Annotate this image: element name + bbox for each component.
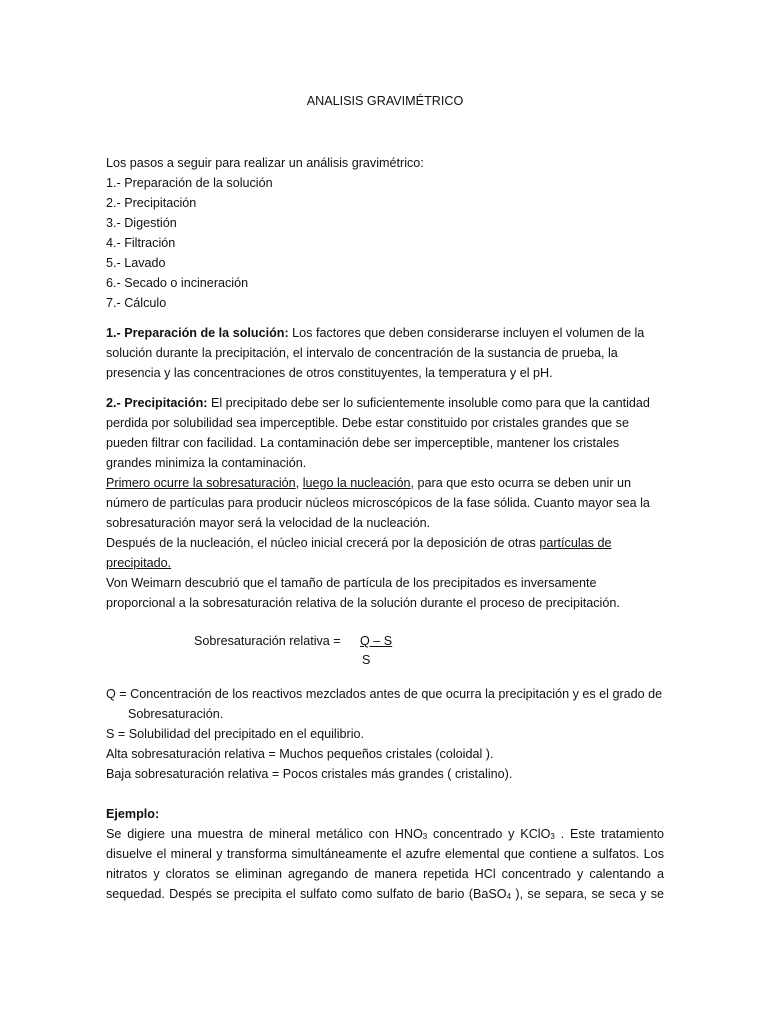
paragraph-text: grandes minimiza la contaminación. xyxy=(106,456,307,470)
example-text: Se digiere una muestra de mineral metálico con HNO xyxy=(106,827,423,841)
step-item: 7.- Cálculo xyxy=(106,296,167,310)
formula-lhs: Sobresaturación relativa = xyxy=(194,634,341,648)
underlined-text: partículas de xyxy=(539,536,612,550)
paragraph-text: El precipitado debe ser lo suficientemente insoluble como para que la cantidad xyxy=(207,396,650,410)
step-item: 1.- Preparación de la solución xyxy=(106,176,273,190)
subscript: 3 xyxy=(550,832,555,841)
step-item: 5.- Lavado xyxy=(106,256,166,270)
section-precipitacion xyxy=(106,393,664,613)
example-section xyxy=(106,804,664,904)
definition-alta: Alta sobresaturación relativa = Muchos pequeños cristales (coloidal ). xyxy=(106,747,494,761)
underlined-text: Primero ocurre la sobresaturación xyxy=(106,476,296,490)
paragraph-text: , para que esto ocurra se deben unir un xyxy=(410,476,632,490)
example-text: ), se separa, se seca y se xyxy=(511,887,665,901)
subscript: 3 xyxy=(422,832,428,841)
step-item: 4.- Filtración xyxy=(106,236,176,250)
paragraph-text: número de partículas para producir núcleos microscópicos de la fase sólida. Cuanto mayor sea la xyxy=(106,496,650,510)
paragraph-text: Después de la nucleación, el núcleo inicial crecerá por la deposición de otras xyxy=(106,536,540,550)
example-text: concentrado y KClO xyxy=(427,827,551,841)
paragraph-text: , xyxy=(295,476,303,490)
paragraph-text: Los factores que deben considerarse incluyen el volumen de la xyxy=(288,326,645,340)
formula-numerator: Q – S xyxy=(360,634,393,648)
example-line: nitratos y cloratos se eliminan agregando de manera repetida HCl concentrado y calentando a xyxy=(106,867,664,881)
paragraph-text: solución durante la precipitación, el intervalo de concentración de la sustancia de prueba, la xyxy=(106,346,618,360)
example-heading: Ejemplo: xyxy=(106,807,160,821)
paragraph-text: Von Weimarn descubrió que el tamaño de partícula de los precipitados es inversamente xyxy=(106,576,597,590)
definitions xyxy=(106,684,664,784)
formula-denominator: S xyxy=(362,653,371,667)
example-line: disuelve el mineral y transforma simultáneamente el azufre elemental que contiene a sulfatos. Los xyxy=(106,847,664,861)
step-item: 6.- Secado o incineración xyxy=(106,276,249,290)
definition-q: Q = Concentración de los reactivos mezclados antes de que ocurra la precipitación y es el grado de xyxy=(106,687,663,701)
step-item: 3.- Digestión xyxy=(106,216,177,230)
example-text: . Este tratamiento xyxy=(554,827,664,841)
example-line xyxy=(106,884,664,904)
paragraph-text: perdida por solubilidad sea imperceptible. Debe estar constituido por cristales grandes que se xyxy=(106,416,629,430)
paragraph-text: pueden filtrar con facilidad. La contaminación debe ser imperceptible, mantener los cristales xyxy=(106,436,620,450)
definition-q-cont: Sobresaturación. xyxy=(128,707,224,721)
section-preparacion xyxy=(106,323,664,383)
underlined-text: precipitado. xyxy=(106,556,172,570)
example-line xyxy=(106,824,664,844)
definition-s: S = Solubilidad del precipitado en el equilibrio. xyxy=(106,727,364,741)
subscript: 4 xyxy=(506,892,512,901)
section-heading: 1.- Preparación de la solución: xyxy=(106,326,289,340)
paragraph-text: sobresaturación mayor será la velocidad de la nucleación. xyxy=(106,516,431,530)
steps-heading: Los pasos a seguir para realizar un análisis gravimétrico: xyxy=(106,156,424,170)
section-heading: 2.- Precipitación: xyxy=(106,396,208,410)
example-text: sequedad. Despés se precipita el sulfato como sulfato de bario (BaSO xyxy=(106,887,507,901)
underlined-text: luego la nucleación xyxy=(302,476,411,490)
definition-baja: Baja sobresaturación relativa = Pocos cristales más grandes ( cristalino). xyxy=(106,767,513,781)
step-item: 2.- Precipitación xyxy=(106,196,197,210)
paragraph-text: proporcional a la sobresaturación relativa de la solución durante el proceso de precipitación. xyxy=(106,596,620,610)
supersaturation-formula xyxy=(106,631,664,671)
steps-intro xyxy=(106,153,664,313)
document-title: ANALISIS GRAVIMÉTRICO xyxy=(306,94,464,108)
paragraph-text: presencia y las concentraciones de otros constituyentes, la temperatura y el pH. xyxy=(106,366,553,380)
